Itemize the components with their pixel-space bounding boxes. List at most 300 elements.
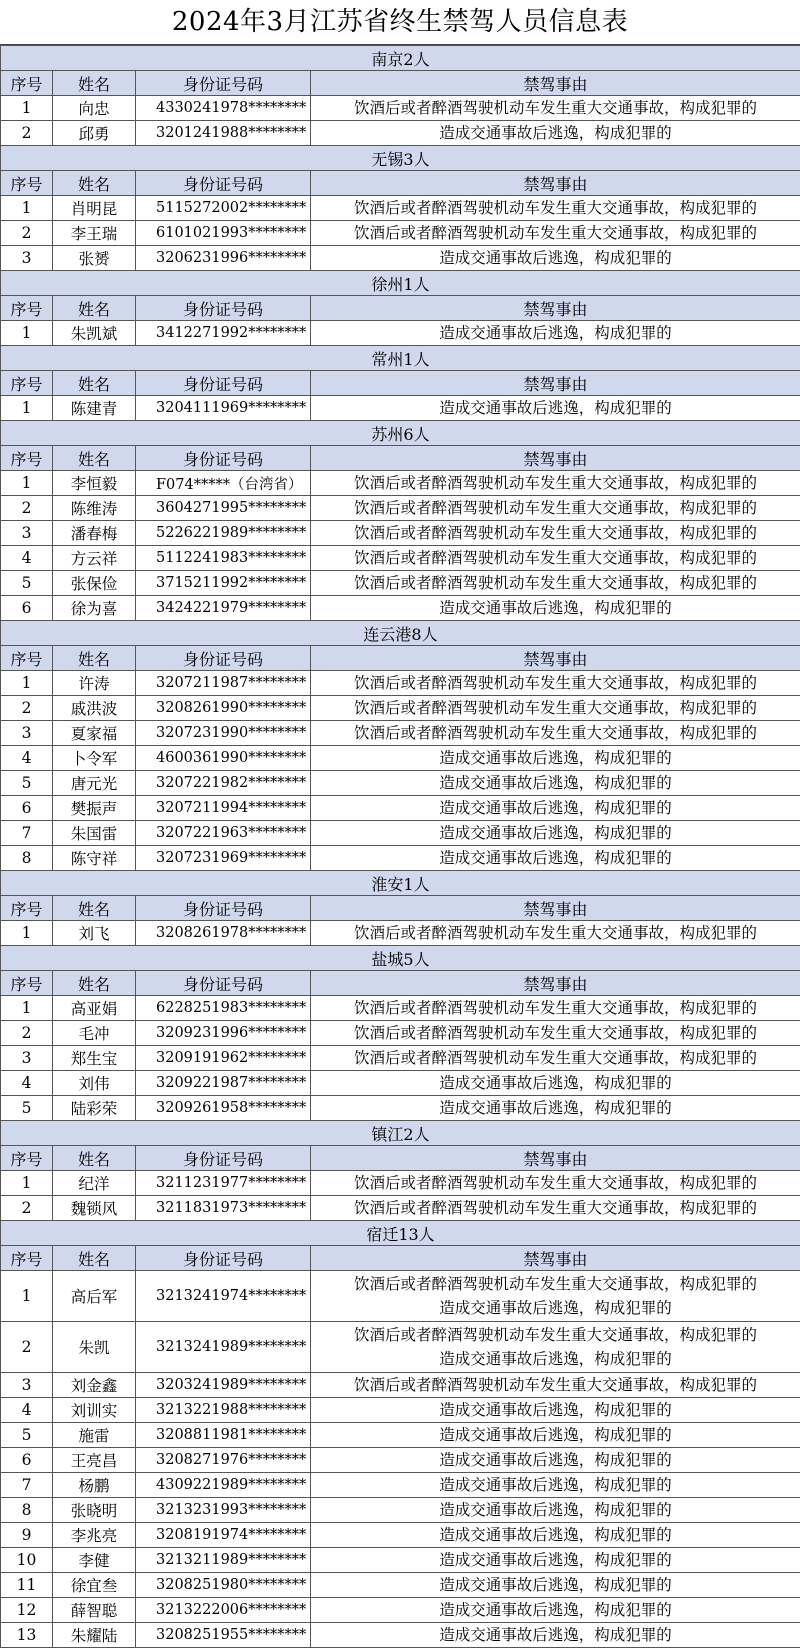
ban-reason: 造成交通事故后逃逸，构成犯罪的: [311, 1096, 800, 1120]
ban-reason-cell: [311, 1096, 800, 1121]
ban-reason: 饮酒后或者醉酒驾驶机动车发生重大交通事故，构成犯罪的: [311, 571, 800, 595]
id-number: 3211831973********: [136, 1196, 311, 1221]
person-name: 朱凯: [53, 1322, 136, 1373]
section-header-row: [1, 1121, 800, 1146]
person-name: 王亮昌: [53, 1448, 136, 1473]
row-number: 1: [1, 321, 53, 346]
id-number: 3213211989********: [136, 1548, 311, 1573]
ban-reason-cell: [311, 546, 800, 571]
row-number: 6: [1, 1448, 53, 1473]
ban-reason: 造成交通事故后逃逸，构成犯罪的: [311, 1423, 800, 1447]
section-header-row: [1, 346, 800, 371]
ban-reason: 饮酒后或者醉酒驾驶机动车发生重大交通事故，构成犯罪的: [311, 671, 800, 695]
row-number: 1: [1, 1171, 53, 1196]
ban-reason: 饮酒后或者醉酒驾驶机动车发生重大交通事故，构成犯罪的: [311, 96, 800, 120]
table-row: [1, 396, 800, 421]
ban-reason-cell: [311, 1548, 800, 1573]
row-number: 2: [1, 696, 53, 721]
section-label: 常州1人: [1, 346, 800, 371]
row-number: 1: [1, 471, 53, 496]
person-name: 魏锁风: [53, 1196, 136, 1221]
row-number: 6: [1, 796, 53, 821]
person-name: 毛冲: [53, 1021, 136, 1046]
ban-reason: 饮酒后或者醉酒驾驶机动车发生重大交通事故，构成犯罪的: [311, 196, 800, 220]
column-header-no: 序号: [1, 71, 53, 96]
ban-reason: 饮酒后或者醉酒驾驶机动车发生重大交通事故，构成犯罪的: [311, 221, 800, 245]
section-header-row: [1, 421, 800, 446]
row-number: 11: [1, 1573, 53, 1598]
person-name: 徐宜叁: [53, 1573, 136, 1598]
person-name: 高后军: [53, 1271, 136, 1322]
table-row: [1, 721, 800, 746]
person-name: 朱耀陆: [53, 1623, 136, 1648]
section-header-row: [1, 621, 800, 646]
ban-reason: 造成交通事故后逃逸，构成犯罪的: [311, 1498, 800, 1522]
table-row: [1, 96, 800, 121]
person-name: 施雷: [53, 1423, 136, 1448]
ban-reason: 饮酒后或者醉酒驾驶机动车发生重大交通事故，构成犯罪的: [311, 546, 800, 570]
column-header-row: [1, 446, 800, 471]
table-row: [1, 1373, 800, 1398]
ban-reason-cell: [311, 796, 800, 821]
section-header-row: [1, 1221, 800, 1246]
ban-reason: 造成交通事故后逃逸，构成犯罪的: [311, 1448, 800, 1472]
table-row: [1, 1046, 800, 1071]
table-row: [1, 596, 800, 621]
ban-reason-cell: [311, 521, 800, 546]
ban-reason-cell: [311, 1271, 800, 1322]
column-header-no: 序号: [1, 171, 53, 196]
id-number: 5115272002********: [136, 196, 311, 221]
row-number: 8: [1, 1498, 53, 1523]
table-row: [1, 1548, 800, 1573]
ban-reason: 造成交通事故后逃逸，构成犯罪的: [311, 1398, 800, 1422]
ban-reason-cell: [311, 246, 800, 271]
table-row: [1, 221, 800, 246]
row-number: 9: [1, 1523, 53, 1548]
ban-reason-cell: [311, 1046, 800, 1071]
row-number: 2: [1, 496, 53, 521]
table-body: [1, 46, 800, 1648]
id-number: 3412271992********: [136, 321, 311, 346]
table-row: [1, 496, 800, 521]
table-row: [1, 521, 800, 546]
row-number: 3: [1, 1046, 53, 1071]
column-header-no: 序号: [1, 896, 53, 921]
table-row: [1, 821, 800, 846]
ban-reason-cell: [311, 321, 800, 346]
person-name: 方云祥: [53, 546, 136, 571]
person-name: 徐为喜: [53, 596, 136, 621]
ban-reason: 造成交通事故后逃逸，构成犯罪的: [311, 1523, 800, 1547]
id-number: 3715211992********: [136, 571, 311, 596]
row-number: 7: [1, 1473, 53, 1498]
table-row: [1, 1196, 800, 1221]
ban-reason: 饮酒后或者醉酒驾驶机动车发生重大交通事故，构成犯罪的: [311, 1196, 800, 1220]
ban-reason-cell: [311, 1322, 800, 1373]
person-name: 李兆亮: [53, 1523, 136, 1548]
column-header-reason: 禁驾事由: [311, 171, 800, 196]
ban-reason: 饮酒后或者醉酒驾驶机动车发生重大交通事故，构成犯罪的: [311, 996, 800, 1020]
id-number: 3208191974********: [136, 1523, 311, 1548]
id-number: 3213231993********: [136, 1498, 311, 1523]
person-name: 陆彩荣: [53, 1096, 136, 1121]
row-number: 1: [1, 996, 53, 1021]
row-number: 4: [1, 546, 53, 571]
person-name: 陈维涛: [53, 496, 136, 521]
id-number: 3208811981********: [136, 1423, 311, 1448]
column-header-name: 姓名: [53, 71, 136, 96]
row-number: 6: [1, 596, 53, 621]
table-row: [1, 1096, 800, 1121]
person-name: 刘训实: [53, 1398, 136, 1423]
id-number: 3213222006********: [136, 1598, 311, 1623]
ban-reason: 造成交通事故后逃逸，构成犯罪的: [311, 1548, 800, 1572]
table-row: [1, 796, 800, 821]
person-name: 张晓明: [53, 1498, 136, 1523]
id-number: 3207231969********: [136, 846, 311, 871]
ban-reason: 饮酒后或者醉酒驾驶机动车发生重大交通事故，构成犯罪的: [311, 721, 800, 745]
section-label: 连云港8人: [1, 621, 800, 646]
ban-reason: 造成交通事故后逃逸，构成犯罪的: [311, 1598, 800, 1622]
column-header-no: 序号: [1, 646, 53, 671]
id-number: 3207231990********: [136, 721, 311, 746]
column-header-row: [1, 646, 800, 671]
ban-reason-cell: [311, 1448, 800, 1473]
ban-reason-cell: [311, 1598, 800, 1623]
table-row: [1, 1573, 800, 1598]
table-row: [1, 1322, 800, 1373]
row-number: 1: [1, 921, 53, 946]
ban-reason: 造成交通事故后逃逸，构成犯罪的: [311, 1296, 800, 1320]
table-row: [1, 246, 800, 271]
ban-reason: 饮酒后或者醉酒驾驶机动车发生重大交通事故，构成犯罪的: [311, 496, 800, 520]
ban-reason-cell: [311, 1071, 800, 1096]
column-header-no: 序号: [1, 1246, 53, 1271]
section-label: 南京2人: [1, 46, 800, 71]
table-row: [1, 121, 800, 146]
column-header-reason: 禁驾事由: [311, 971, 800, 996]
row-number: 3: [1, 721, 53, 746]
table-row: [1, 671, 800, 696]
id-number: 3213241989********: [136, 1322, 311, 1373]
ban-reason: 造成交通事故后逃逸，构成犯罪的: [311, 596, 800, 620]
ban-reason: 造成交通事故后逃逸，构成犯罪的: [311, 846, 800, 870]
id-number: 3213221988********: [136, 1398, 311, 1423]
section-label: 淮安1人: [1, 871, 800, 896]
id-number: 5112241983********: [136, 546, 311, 571]
person-name: 李恒毅: [53, 471, 136, 496]
column-header-name: 姓名: [53, 1246, 136, 1271]
ban-reason-cell: [311, 1498, 800, 1523]
person-name: 薛智聪: [53, 1598, 136, 1623]
ban-reason-cell: [311, 596, 800, 621]
person-name: 李王瑞: [53, 221, 136, 246]
id-number: 3208251955********: [136, 1623, 311, 1648]
row-number: 12: [1, 1598, 53, 1623]
section-header-row: [1, 871, 800, 896]
column-header-reason: 禁驾事由: [311, 71, 800, 96]
id-number: 3209261958********: [136, 1096, 311, 1121]
id-number: 3204111969********: [136, 396, 311, 421]
column-header-reason: 禁驾事由: [311, 646, 800, 671]
column-header-reason: 禁驾事由: [311, 296, 800, 321]
table-row: [1, 1473, 800, 1498]
row-number: 13: [1, 1623, 53, 1648]
row-number: 5: [1, 571, 53, 596]
id-number: 3208261990********: [136, 696, 311, 721]
column-header-id: 身份证号码: [136, 446, 311, 471]
person-name: 许涛: [53, 671, 136, 696]
row-number: 4: [1, 1398, 53, 1423]
row-number: 2: [1, 121, 53, 146]
row-number: 1: [1, 96, 53, 121]
ban-reason: 造成交通事故后逃逸，构成犯罪的: [311, 746, 800, 770]
ban-reason: 饮酒后或者醉酒驾驶机动车发生重大交通事故，构成犯罪的: [311, 1021, 800, 1045]
column-header-name: 姓名: [53, 1146, 136, 1171]
table-row: [1, 996, 800, 1021]
person-name: 向忠: [53, 96, 136, 121]
ban-reason-cell: [311, 1398, 800, 1423]
table-row: [1, 1448, 800, 1473]
ban-reason-cell: [311, 671, 800, 696]
person-name: 陈建青: [53, 396, 136, 421]
id-number: 3604271995********: [136, 496, 311, 521]
id-number: 5226221989********: [136, 521, 311, 546]
id-number: F074*****（台湾省）: [136, 471, 311, 496]
column-header-id: 身份证号码: [136, 371, 311, 396]
table-row: [1, 1598, 800, 1623]
column-header-id: 身份证号码: [136, 71, 311, 96]
id-number: 3209191962********: [136, 1046, 311, 1071]
id-number: 3208261978********: [136, 921, 311, 946]
ban-reason-cell: [311, 1171, 800, 1196]
row-number: 2: [1, 221, 53, 246]
ban-reason: 造成交通事故后逃逸，构成犯罪的: [311, 1573, 800, 1597]
column-header-row: [1, 971, 800, 996]
person-name: 刘飞: [53, 921, 136, 946]
row-number: 1: [1, 196, 53, 221]
row-number: 3: [1, 521, 53, 546]
person-name: 戚洪波: [53, 696, 136, 721]
row-number: 5: [1, 1423, 53, 1448]
column-header-no: 序号: [1, 296, 53, 321]
column-header-reason: 禁驾事由: [311, 1146, 800, 1171]
section-header-row: [1, 46, 800, 71]
ban-reason-cell: [311, 471, 800, 496]
id-number: 3201241988********: [136, 121, 311, 146]
ban-reason: 造成交通事故后逃逸，构成犯罪的: [311, 1071, 800, 1095]
id-number: 4600361990********: [136, 746, 311, 771]
table-row: [1, 321, 800, 346]
id-number: 3209221987********: [136, 1071, 311, 1096]
ban-reason-cell: [311, 571, 800, 596]
ban-list-table: [0, 45, 800, 1648]
ban-reason-cell: [311, 1373, 800, 1398]
ban-reason-cell: [311, 921, 800, 946]
ban-reason: 饮酒后或者醉酒驾驶机动车发生重大交通事故，构成犯罪的: [311, 1046, 800, 1070]
id-number: 6101021993********: [136, 221, 311, 246]
table-row: [1, 696, 800, 721]
person-name: 陈守祥: [53, 846, 136, 871]
row-number: 2: [1, 1196, 53, 1221]
column-header-id: 身份证号码: [136, 171, 311, 196]
ban-reason: 饮酒后或者醉酒驾驶机动车发生重大交通事故，构成犯罪的: [311, 1323, 800, 1347]
column-header-name: 姓名: [53, 896, 136, 921]
column-header-name: 姓名: [53, 371, 136, 396]
column-header-row: [1, 71, 800, 96]
ban-reason-cell: [311, 846, 800, 871]
column-header-no: 序号: [1, 446, 53, 471]
ban-reason-cell: [311, 696, 800, 721]
column-header-name: 姓名: [53, 646, 136, 671]
table-row: [1, 1021, 800, 1046]
ban-reason: 造成交通事故后逃逸，构成犯罪的: [311, 796, 800, 820]
ban-reason-cell: [311, 746, 800, 771]
id-number: 3424221979********: [136, 596, 311, 621]
row-number: 2: [1, 1021, 53, 1046]
table-row: [1, 1623, 800, 1648]
ban-reason-cell: [311, 1623, 800, 1648]
column-header-reason: 禁驾事由: [311, 371, 800, 396]
section-label: 盐城5人: [1, 946, 800, 971]
column-header-row: [1, 1146, 800, 1171]
person-name: 张保俭: [53, 571, 136, 596]
column-header-id: 身份证号码: [136, 1246, 311, 1271]
ban-reason-cell: [311, 96, 800, 121]
row-number: 1: [1, 1271, 53, 1322]
table-row: [1, 1071, 800, 1096]
ban-reason-cell: [311, 1573, 800, 1598]
column-header-name: 姓名: [53, 971, 136, 996]
column-header-reason: 禁驾事由: [311, 1246, 800, 1271]
id-number: 3203241989********: [136, 1373, 311, 1398]
row-number: 5: [1, 771, 53, 796]
table-row: [1, 1398, 800, 1423]
column-header-name: 姓名: [53, 446, 136, 471]
person-name: 高亚娟: [53, 996, 136, 1021]
section-label: 无锡3人: [1, 146, 800, 171]
row-number: 8: [1, 846, 53, 871]
ban-reason: 饮酒后或者醉酒驾驶机动车发生重大交通事故，构成犯罪的: [311, 1171, 800, 1195]
section-label: 徐州1人: [1, 271, 800, 296]
ban-reason-cell: [311, 196, 800, 221]
person-name: 刘伟: [53, 1071, 136, 1096]
column-header-reason: 禁驾事由: [311, 446, 800, 471]
table-row: [1, 1423, 800, 1448]
column-header-row: [1, 296, 800, 321]
ban-reason-cell: [311, 1423, 800, 1448]
table-row: [1, 1498, 800, 1523]
table-row: [1, 1271, 800, 1322]
id-number: 3207221963********: [136, 821, 311, 846]
id-number: 3207221982********: [136, 771, 311, 796]
table-row: [1, 571, 800, 596]
ban-reason: 饮酒后或者醉酒驾驶机动车发生重大交通事故，构成犯罪的: [311, 1272, 800, 1296]
column-header-id: 身份证号码: [136, 971, 311, 996]
column-header-id: 身份证号码: [136, 1146, 311, 1171]
ban-reason: 饮酒后或者醉酒驾驶机动车发生重大交通事故，构成犯罪的: [311, 696, 800, 720]
ban-reason: 造成交通事故后逃逸，构成犯罪的: [311, 1473, 800, 1497]
ban-reason: 造成交通事故后逃逸，构成犯罪的: [311, 1347, 800, 1371]
column-header-name: 姓名: [53, 171, 136, 196]
id-number: 4309221989********: [136, 1473, 311, 1498]
id-number: 3213241974********: [136, 1271, 311, 1322]
ban-reason-cell: [311, 996, 800, 1021]
ban-reason-cell: [311, 1021, 800, 1046]
ban-reason-cell: [311, 1196, 800, 1221]
column-header-id: 身份证号码: [136, 896, 311, 921]
row-number: 1: [1, 396, 53, 421]
row-number: 7: [1, 821, 53, 846]
ban-reason: 造成交通事故后逃逸，构成犯罪的: [311, 246, 800, 270]
row-number: 2: [1, 1322, 53, 1373]
person-name: 唐元光: [53, 771, 136, 796]
table-row: [1, 546, 800, 571]
section-label: 镇江2人: [1, 1121, 800, 1146]
id-number: 3207211987********: [136, 671, 311, 696]
person-name: 纪洋: [53, 1171, 136, 1196]
table-row: [1, 921, 800, 946]
ban-reason: 造成交通事故后逃逸，构成犯罪的: [311, 321, 800, 345]
person-name: 卜令军: [53, 746, 136, 771]
ban-reason-cell: [311, 821, 800, 846]
table-row: [1, 196, 800, 221]
column-header-reason: 禁驾事由: [311, 896, 800, 921]
person-name: 邱勇: [53, 121, 136, 146]
ban-reason: 造成交通事故后逃逸，构成犯罪的: [311, 771, 800, 795]
id-number: 3209231996********: [136, 1021, 311, 1046]
row-number: 1: [1, 671, 53, 696]
person-name: 肖明昆: [53, 196, 136, 221]
column-header-no: 序号: [1, 971, 53, 996]
column-header-row: [1, 171, 800, 196]
table-row: [1, 771, 800, 796]
section-label: 苏州6人: [1, 421, 800, 446]
person-name: 郑生宝: [53, 1046, 136, 1071]
column-header-id: 身份证号码: [136, 296, 311, 321]
person-name: 李健: [53, 1548, 136, 1573]
person-name: 潘春梅: [53, 521, 136, 546]
ban-reason: 造成交通事故后逃逸，构成犯罪的: [311, 121, 800, 145]
column-header-row: [1, 1246, 800, 1271]
table-row: [1, 846, 800, 871]
row-number: 5: [1, 1096, 53, 1121]
ban-reason: 造成交通事故后逃逸，构成犯罪的: [311, 1623, 800, 1647]
column-header-no: 序号: [1, 1146, 53, 1171]
person-name: 张赟: [53, 246, 136, 271]
id-number: 4330241978********: [136, 96, 311, 121]
ban-reason: 造成交通事故后逃逸，构成犯罪的: [311, 821, 800, 845]
column-header-id: 身份证号码: [136, 646, 311, 671]
table-row: [1, 1171, 800, 1196]
ban-reason-cell: [311, 771, 800, 796]
column-header-no: 序号: [1, 371, 53, 396]
id-number: 3208271976********: [136, 1448, 311, 1473]
ban-reason-cell: [311, 1473, 800, 1498]
id-number: 3207211994********: [136, 796, 311, 821]
row-number: 4: [1, 746, 53, 771]
column-header-row: [1, 371, 800, 396]
id-number: 3211231977********: [136, 1171, 311, 1196]
ban-reason: 造成交通事故后逃逸，构成犯罪的: [311, 396, 800, 420]
row-number: 4: [1, 1071, 53, 1096]
row-number: 3: [1, 1373, 53, 1398]
ban-reason: 饮酒后或者醉酒驾驶机动车发生重大交通事故，构成犯罪的: [311, 471, 800, 495]
ban-reason: 饮酒后或者醉酒驾驶机动车发生重大交通事故，构成犯罪的: [311, 921, 800, 945]
ban-reason-cell: [311, 496, 800, 521]
ban-reason: 饮酒后或者醉酒驾驶机动车发生重大交通事故，构成犯罪的: [311, 521, 800, 545]
